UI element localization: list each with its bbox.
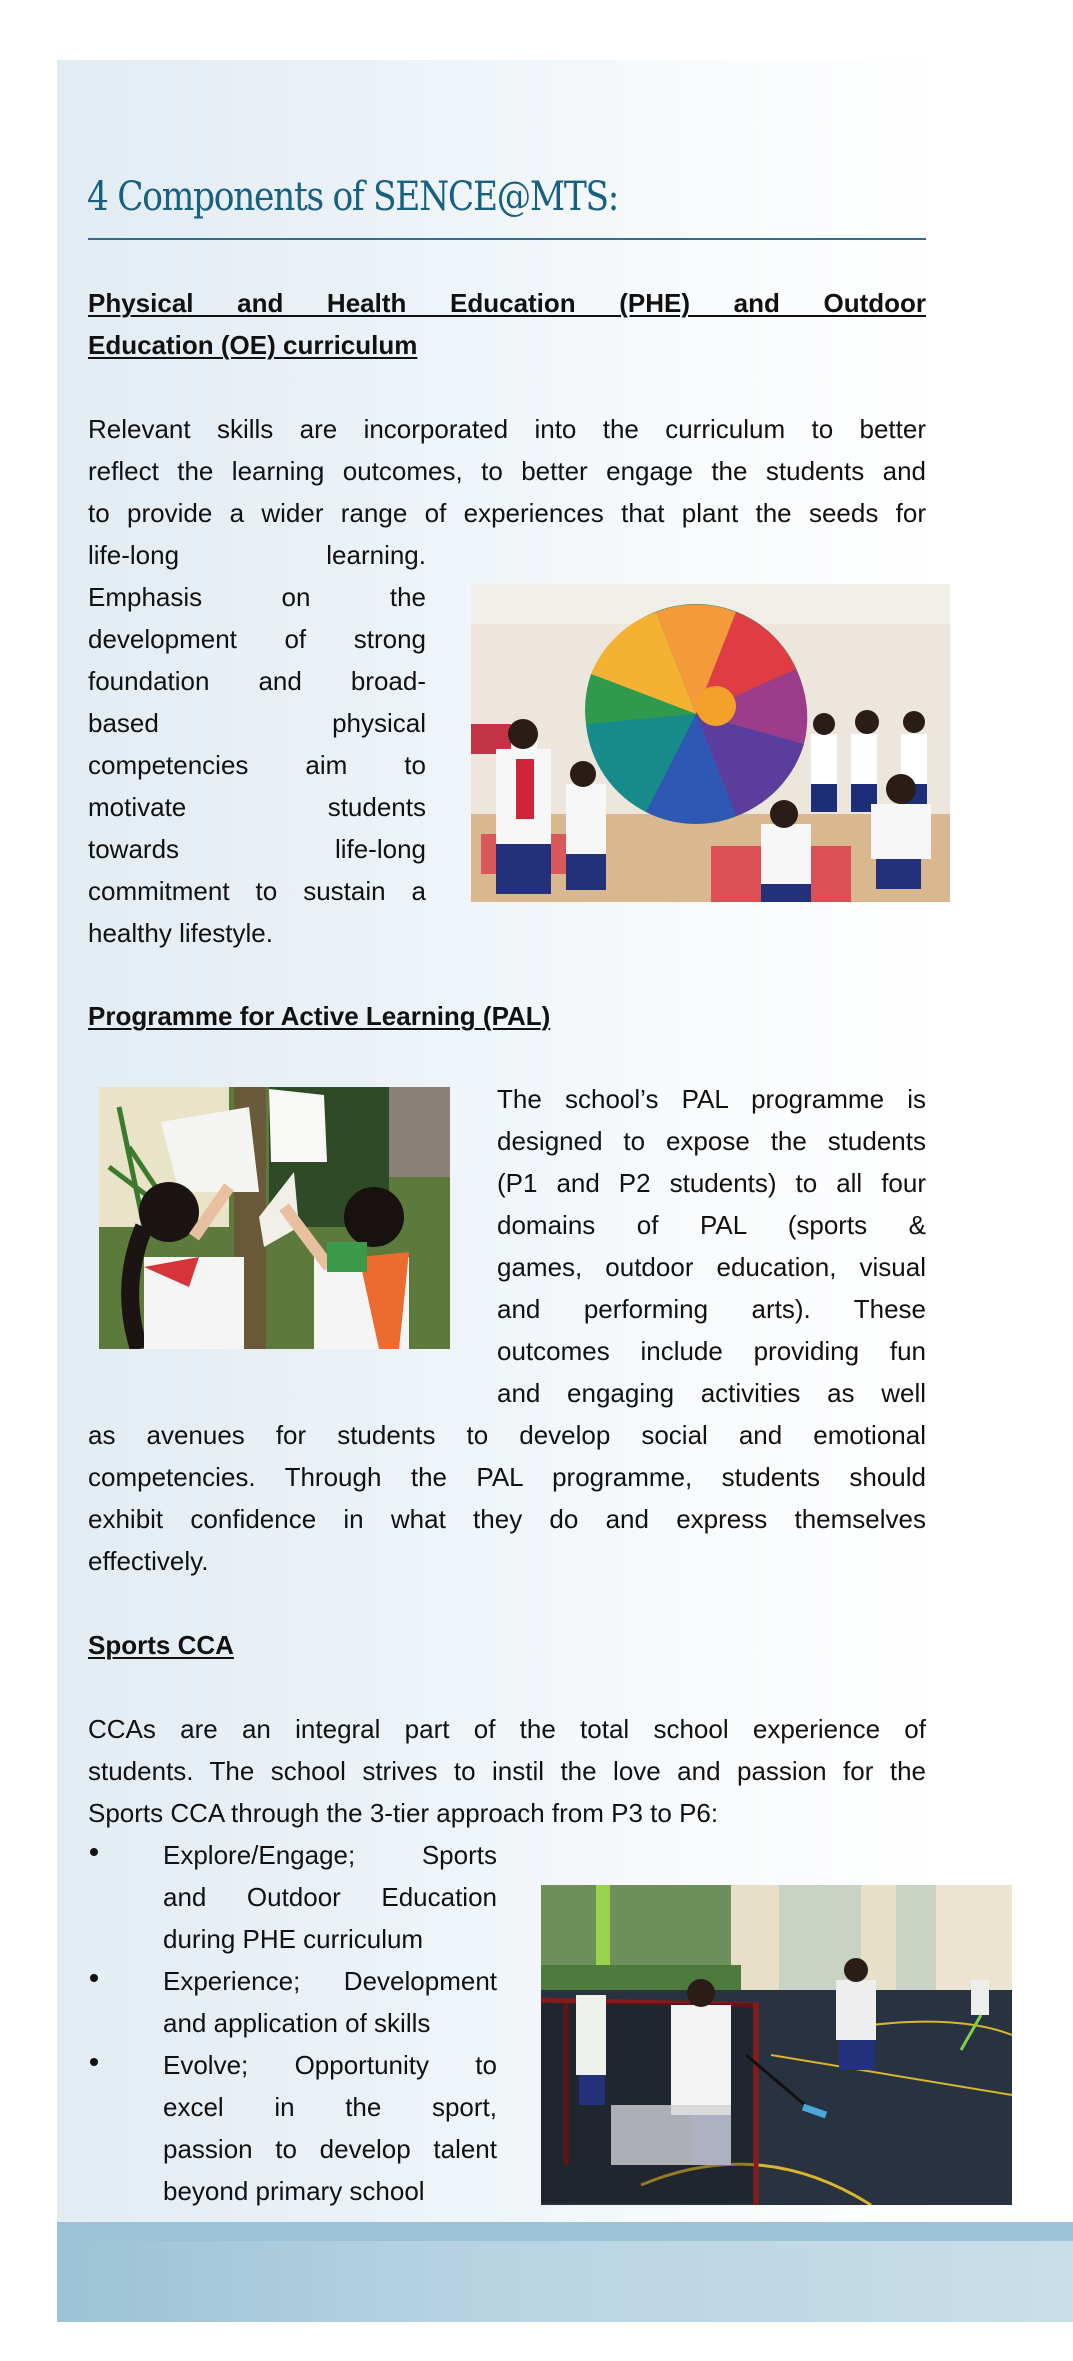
text-line: students. The school strives to instil the love and passion for the [88,1756,926,1786]
text-line: Relevant skills are incorporated into the curriculum to better [88,414,926,444]
phe-heading-line-1: Physical and Health Education (PHE) and Outdoor [88,288,926,318]
photo-floorball-illustration [541,1885,1012,2205]
photo-outdoor-activity-illustration [99,1087,450,1349]
text-line: effectively. [88,1546,209,1576]
text-line: and performing arts). These [497,1294,926,1324]
text-line: (P1 and P2 students) to all four [497,1168,926,1198]
text-line: to provide a wider range of experiences that plant the seeds for [88,498,926,528]
text-line: reflect the learning outcomes, to better engage the students and [88,456,926,486]
text-line: domains of PAL (sports & [497,1210,926,1240]
text-line: excel in the sport, [163,2092,497,2122]
photo-outdoor-activity [99,1087,450,1349]
text-line: designed to expose the students [497,1126,926,1156]
text-line: competencies aim to [88,750,426,780]
photo-giant-ball [471,584,950,902]
text-line: Emphasis on the [88,582,426,612]
text-line: as avenues for students to develop social and emotional [88,1420,926,1450]
title-divider [88,238,926,240]
text-line: healthy lifestyle. [88,918,273,948]
text-line: CCAs are an integral part of the total school experience of [88,1714,926,1744]
text-line: The school’s PAL programme is [497,1084,926,1114]
text-line: outcomes include providing fun [497,1336,926,1366]
text-line: passion to develop talent [163,2134,497,2164]
text-line: during PHE curriculum [163,1924,424,1954]
text-line: life-long learning. [88,540,426,570]
text-line: and Outdoor Education [163,1882,497,1912]
text-line: Experience; Development [163,1966,497,1996]
text-line: Sports CCA through the 3-tier approach from P3 to P6: [88,1798,719,1828]
text-line: beyond primary school [163,2176,425,2206]
text-line: foundation and broad- [88,666,426,696]
text-line: competencies. Through the PAL programme, students should [88,1462,926,1492]
text-line: Explore/Engage; Sports [163,1840,497,1870]
text-line: commitment to sustain a [88,876,426,906]
page-title: 4 Components of SENCE@MTS: [87,174,619,220]
text-line: exhibit confidence in what they do and express themselves [88,1504,926,1534]
text-line: games, outdoor education, visual [497,1252,926,1282]
text-line: Evolve; Opportunity to [163,2050,497,2080]
pal-heading: Programme for Active Learning (PAL) [88,1001,551,1031]
cca-heading: Sports CCA [88,1630,234,1660]
bullet-icon [90,1848,98,1856]
bullet-icon [90,2058,98,2066]
text-line: towards life-long [88,834,426,864]
phe-heading-line-2: Education (OE) curriculum [88,330,418,360]
photo-floorball [541,1885,1012,2205]
text-line: and engaging activities as well [497,1378,926,1408]
text-line: and application of skills [163,2008,431,2038]
text-line: development of strong [88,624,426,654]
bullet-icon [90,1974,98,1982]
text-line: motivate students [88,792,426,822]
footer-band-stripe [57,2222,1073,2241]
photo-giant-ball-illustration [471,584,950,902]
text-line: based physical [88,708,426,738]
